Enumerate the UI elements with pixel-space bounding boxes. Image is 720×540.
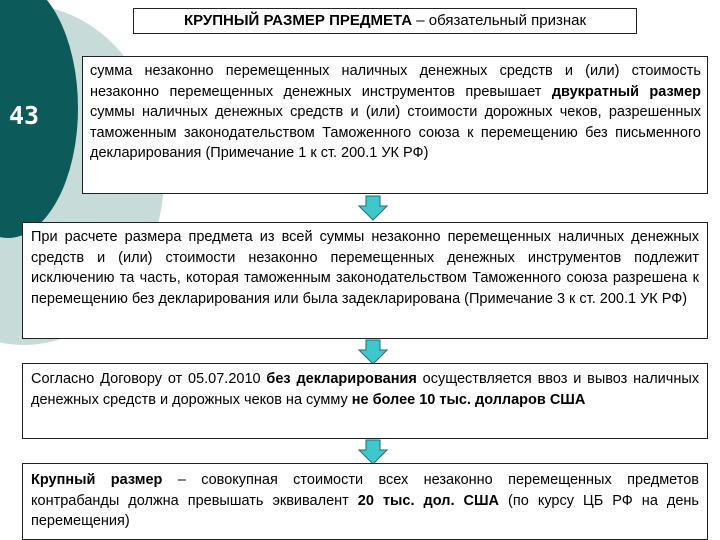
agreement-box-3 (22, 363, 708, 439)
box1-text-1: сумма незаконно перемещенных наличных денежных средств и (или) стоимость незаконно перемещенных денежных инструментов превышает (90, 63, 701, 100)
down-arrow-icon (358, 339, 388, 365)
calculation-box-2 (22, 222, 708, 339)
box1-text-2: суммы наличных денежных средств и (или) стоимости дорожных чеков, разрешенных таможенным законодательством Таможенного союза к перемещению без письменного декларирования (Примечание 1 к ст. 200.1 УК РФ) (90, 104, 701, 161)
box2-text-1: При расчете размера предмета из всей суммы незаконно перемещенных наличных денежных средств и (или) стоимости незаконно перемещенных денежных инструментов подлежит исключению та часть, которая таможенным законодательством Таможенного союза разрешена к перемещению без декларирования или была задекларирована (Примечание 3 к ст. 200.1 УК РФ) (31, 229, 699, 307)
down-arrow-icon (358, 439, 388, 465)
definition-box-1 (82, 56, 708, 194)
box4-text-1: – совокупная стоимости всех незаконно перемещенных предметов контрабанды должна превышать эквивалент (31, 472, 700, 509)
box4-bold-2: 20 тыс. дол. США (357, 492, 500, 509)
slide-title (133, 8, 637, 34)
box1-bold-1: двукратный размер (551, 83, 701, 100)
title-rest: – обязательный признак (412, 12, 587, 29)
box3-text-2: осуществляется ввоз и вывоз наличных денежных средств и дорожных чеков на сумму (31, 371, 700, 408)
box4-text-2: (по курсу ЦБ РФ на день перемещения) (31, 492, 699, 529)
box4-bold-1: Крупный размер (31, 472, 163, 488)
down-arrow-icon (358, 195, 388, 221)
box3-bold-1: без декларирования (266, 371, 417, 387)
box3-bold-2: не более 10 тыс. долларов США (351, 391, 586, 408)
box3-text-1: Согласно Договору от 05.07.2010 (31, 371, 267, 387)
title-bold: КРУПНЫЙ РАЗМЕР ПРЕДМЕТА (183, 12, 413, 29)
slide-number: 43 (8, 101, 40, 130)
large-size-box-4 (22, 463, 708, 540)
